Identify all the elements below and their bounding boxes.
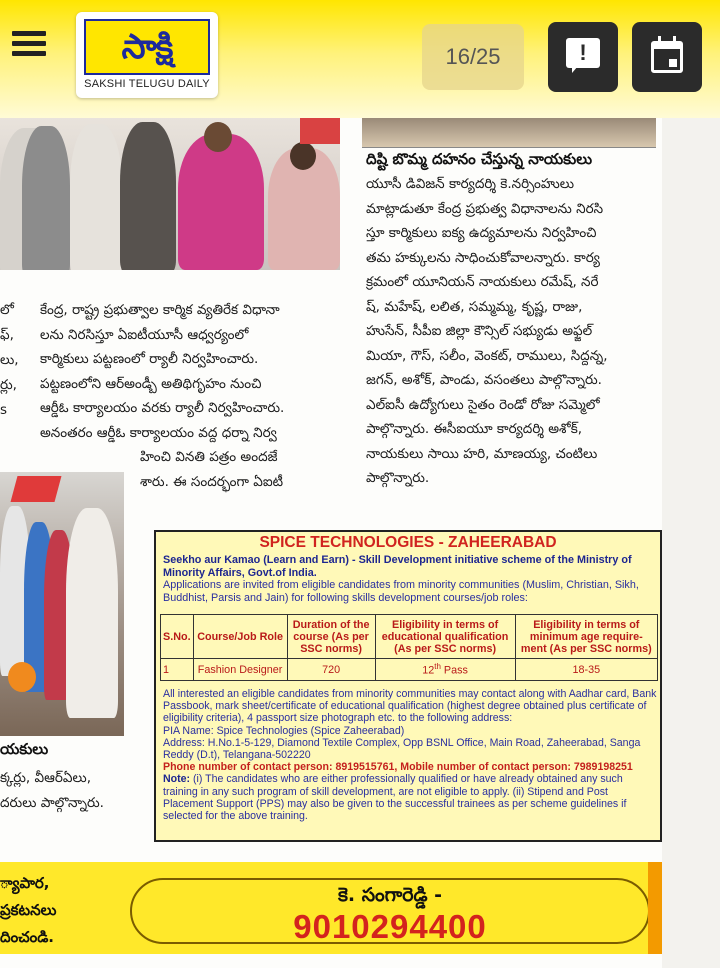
article-line: తమ హక్కులను సాధించుకోవాలన్నారు. కార్య — [366, 249, 600, 266]
bottom-ad-text — [0, 870, 56, 951]
qualification-number: 12 — [422, 664, 435, 677]
ad-contact-text: All interested an eligible candidates from minority communities may contact along with Aadhar card, Bank Passbook, mark sheet/certificate of educational qualification (highest degree obtained plus certificate of eligibility criteria), 4 passport size photograph etc. to the following address: — [163, 688, 657, 725]
alert-button[interactable] — [548, 22, 618, 92]
article-line: ష్, మహేష్, లలిత, సమ్మమ్మ, కృష్ణ, రాజు, — [366, 298, 583, 315]
table-header: Eligibility in terms of educational qualification (As per SSC norms) — [375, 615, 515, 659]
page-margin — [662, 118, 720, 968]
table-cell-course: Fashion Designer — [193, 659, 287, 681]
qualification-text: Pass — [440, 664, 468, 677]
article-line: నాయకులు సాయి హరి, మాణయ్య, చంటిలు — [366, 445, 598, 462]
effigy-photo — [362, 118, 656, 148]
protest-photo-top — [0, 118, 340, 270]
article-line: పాల్గొన్నారు. ఈసీఐయూ కార్యదర్శి అశోక్, — [366, 421, 583, 437]
table-header-row — [161, 615, 658, 659]
bottom-contact-ad — [0, 862, 662, 954]
spice-technologies-ad — [154, 530, 662, 842]
left-fragment: లు, — [0, 352, 19, 368]
ad-note-label: Note: — [163, 773, 191, 786]
alert-glyph: ! — [579, 40, 587, 65]
table-header: Course/Job Role — [193, 615, 287, 659]
ad-note-text: (i) The candidates who are either professionally qualified or have already obtained any such training in any such program of skill development, are not eligible to apply. (ii) Stipend and Post Placement Support (PPS) may also be given to the successful trainees as per scheme guidelines if selected for the above training. — [163, 773, 627, 823]
table-cell-age: 18-35 — [515, 659, 657, 681]
alert-icon — [566, 38, 600, 68]
table-header: Duration of the course (As per SSC norms) — [287, 615, 375, 659]
article-line: జగన్, అశోక్, పాండు, వసంతలు పాల్గొన్నారు. — [366, 372, 602, 388]
logo-text: సాక్షి — [121, 27, 173, 67]
left-fragment: లో — [0, 302, 14, 318]
protest-photo-left — [0, 472, 124, 736]
article-line: మాట్లాడుతూ కేంద్ర ప్రభుత్వ విధానాలను నిరసి — [366, 200, 604, 217]
left-fragment: ఫ్, — [0, 327, 14, 343]
calendar-button[interactable] — [632, 22, 702, 92]
logo-mark — [84, 19, 210, 75]
article-line: మియా, గౌస్, సలీం, వెంకట్, రాములు, సిద్దన్న, — [366, 347, 608, 364]
table-cell-duration: 720 — [287, 659, 375, 681]
article-line: హించి వినతి పత్రం అందజే — [140, 449, 278, 465]
page-counter: 16/25 — [422, 24, 524, 90]
article-line: కార్మికులు పట్టణంలో ర్యాలీ నిర్వహించారు. — [40, 351, 259, 367]
article-line: క్కర్లు, వీఆర్ఏలు, — [0, 770, 92, 786]
article-line: ఆర్డీఓ కార్యాలయం వరకు ర్యాలీ నిర్వహించారు. — [40, 400, 285, 416]
bottom-ad-line: దించండి. — [0, 928, 54, 946]
sakshi-logo[interactable] — [76, 12, 218, 98]
article-line: హుసేన్, సీపీఐ జిల్లా కౌన్సిల్ సభ్యుడు అఫ్జల్ — [366, 323, 593, 339]
article-line: పట్టణంలోని ఆర్అండ్బీ అతిథిగృహం నుంచి — [40, 375, 262, 392]
ad-note — [163, 773, 657, 822]
article-line: ఎల్ఐసీ ఉద్యోగులు సైతం రెండో రోజు సమ్మెలో — [366, 396, 600, 413]
article-line: లను నిరసిస్తూ ఏఐటీయూసీ ఆధ్వర్యంలో — [40, 326, 249, 343]
app-header — [0, 0, 720, 118]
logo-subtitle: SAKSHI TELUGU DAILY — [84, 78, 210, 90]
ad-pia-name: PIA Name: Spice Technologies (Spice Zaheerabad) — [163, 724, 405, 737]
qualification-suffix: th — [434, 662, 441, 672]
article-mid-column — [40, 298, 284, 494]
article-line: అనంతరం ఆర్డీఓ కార్యాలయం వద్ద ధర్నా నిర్వ — [40, 424, 277, 441]
table-header: Eligibility in terms of minimum age require-ment (As per SSC norms) — [515, 615, 657, 659]
table-row — [161, 659, 658, 681]
calendar-icon — [651, 41, 683, 73]
article-line: శారు. ఈ సందర్భంగా ఏఐటీ — [140, 473, 284, 490]
bottom-ad-line: ప్రకటనలు — [0, 901, 57, 919]
article-line: కేంద్ర, రాష్ట్ర ప్రభుత్వాల కార్మిక వ్యతిరేక విధానా — [40, 302, 280, 318]
ad-phone-line: Phone number of contact person: 8919515761, Mobile number of contact person: 7989198251 — [163, 761, 633, 774]
ad-title: SPICE TECHNOLOGIES - ZAHEERABAD — [259, 534, 557, 551]
contact-name: కె. సంగారెడ్డి - — [337, 884, 443, 906]
left-fragment: s — [0, 402, 8, 418]
contact-pill — [130, 878, 650, 944]
photo-caption-left: యకులు — [0, 740, 49, 758]
ad-body — [163, 688, 657, 822]
ad-orange-strip — [648, 862, 662, 954]
article-left-bottom — [0, 766, 104, 815]
table-cell-qualification — [375, 659, 515, 681]
ad-intro-text: Applications are invited from eligible candidates from minority communities (Muslim, Christian, Sikh, Buddhist, Parsis and Jain) for following skills development courses/job roles: — [163, 579, 639, 604]
article-right-column — [366, 172, 607, 491]
contact-number: 9010294400 — [293, 908, 487, 945]
table-header: S.No. — [161, 615, 194, 659]
article-line: దరులు పాల్గొన్నారు. — [0, 794, 104, 811]
ad-heading: Seekho aur Kamao (Learn and Earn) - Skill Development initiative scheme of the Ministry of Minority Affairs, Govt.of India. — [163, 554, 632, 579]
article-line: యూసీ డివిజన్ కార్యదర్శి కె.నర్సింహులు — [366, 176, 575, 192]
left-fragment: ర్లు, — [0, 377, 17, 393]
article-line: పాల్గొన్నారు. — [366, 470, 430, 486]
table-cell-sno: 1 — [161, 659, 194, 681]
ad-course-table — [160, 614, 658, 681]
ad-intro — [163, 554, 657, 604]
ad-address: Address: H.No.1-5-129, Diamond Textile Complex, Opp BSNL Office, Main Road, Zaheerabad, Sanga Reddy (D.t), Telangana-502220 — [163, 736, 641, 762]
article-line: క్రమంలో యూనియన్ నాయకులు రమేష్, నరే — [366, 274, 599, 290]
menu-icon[interactable] — [8, 26, 50, 68]
bottom-ad-line: ్యాపార, — [0, 874, 50, 892]
photo-caption-right: దిష్టి బొమ్మ దహనం చేస్తున్న నాయకులు — [366, 150, 593, 168]
article-line: స్తూ కార్మికులు ఐక్య ఉద్యమాలను నిర్వహించి — [366, 225, 597, 241]
